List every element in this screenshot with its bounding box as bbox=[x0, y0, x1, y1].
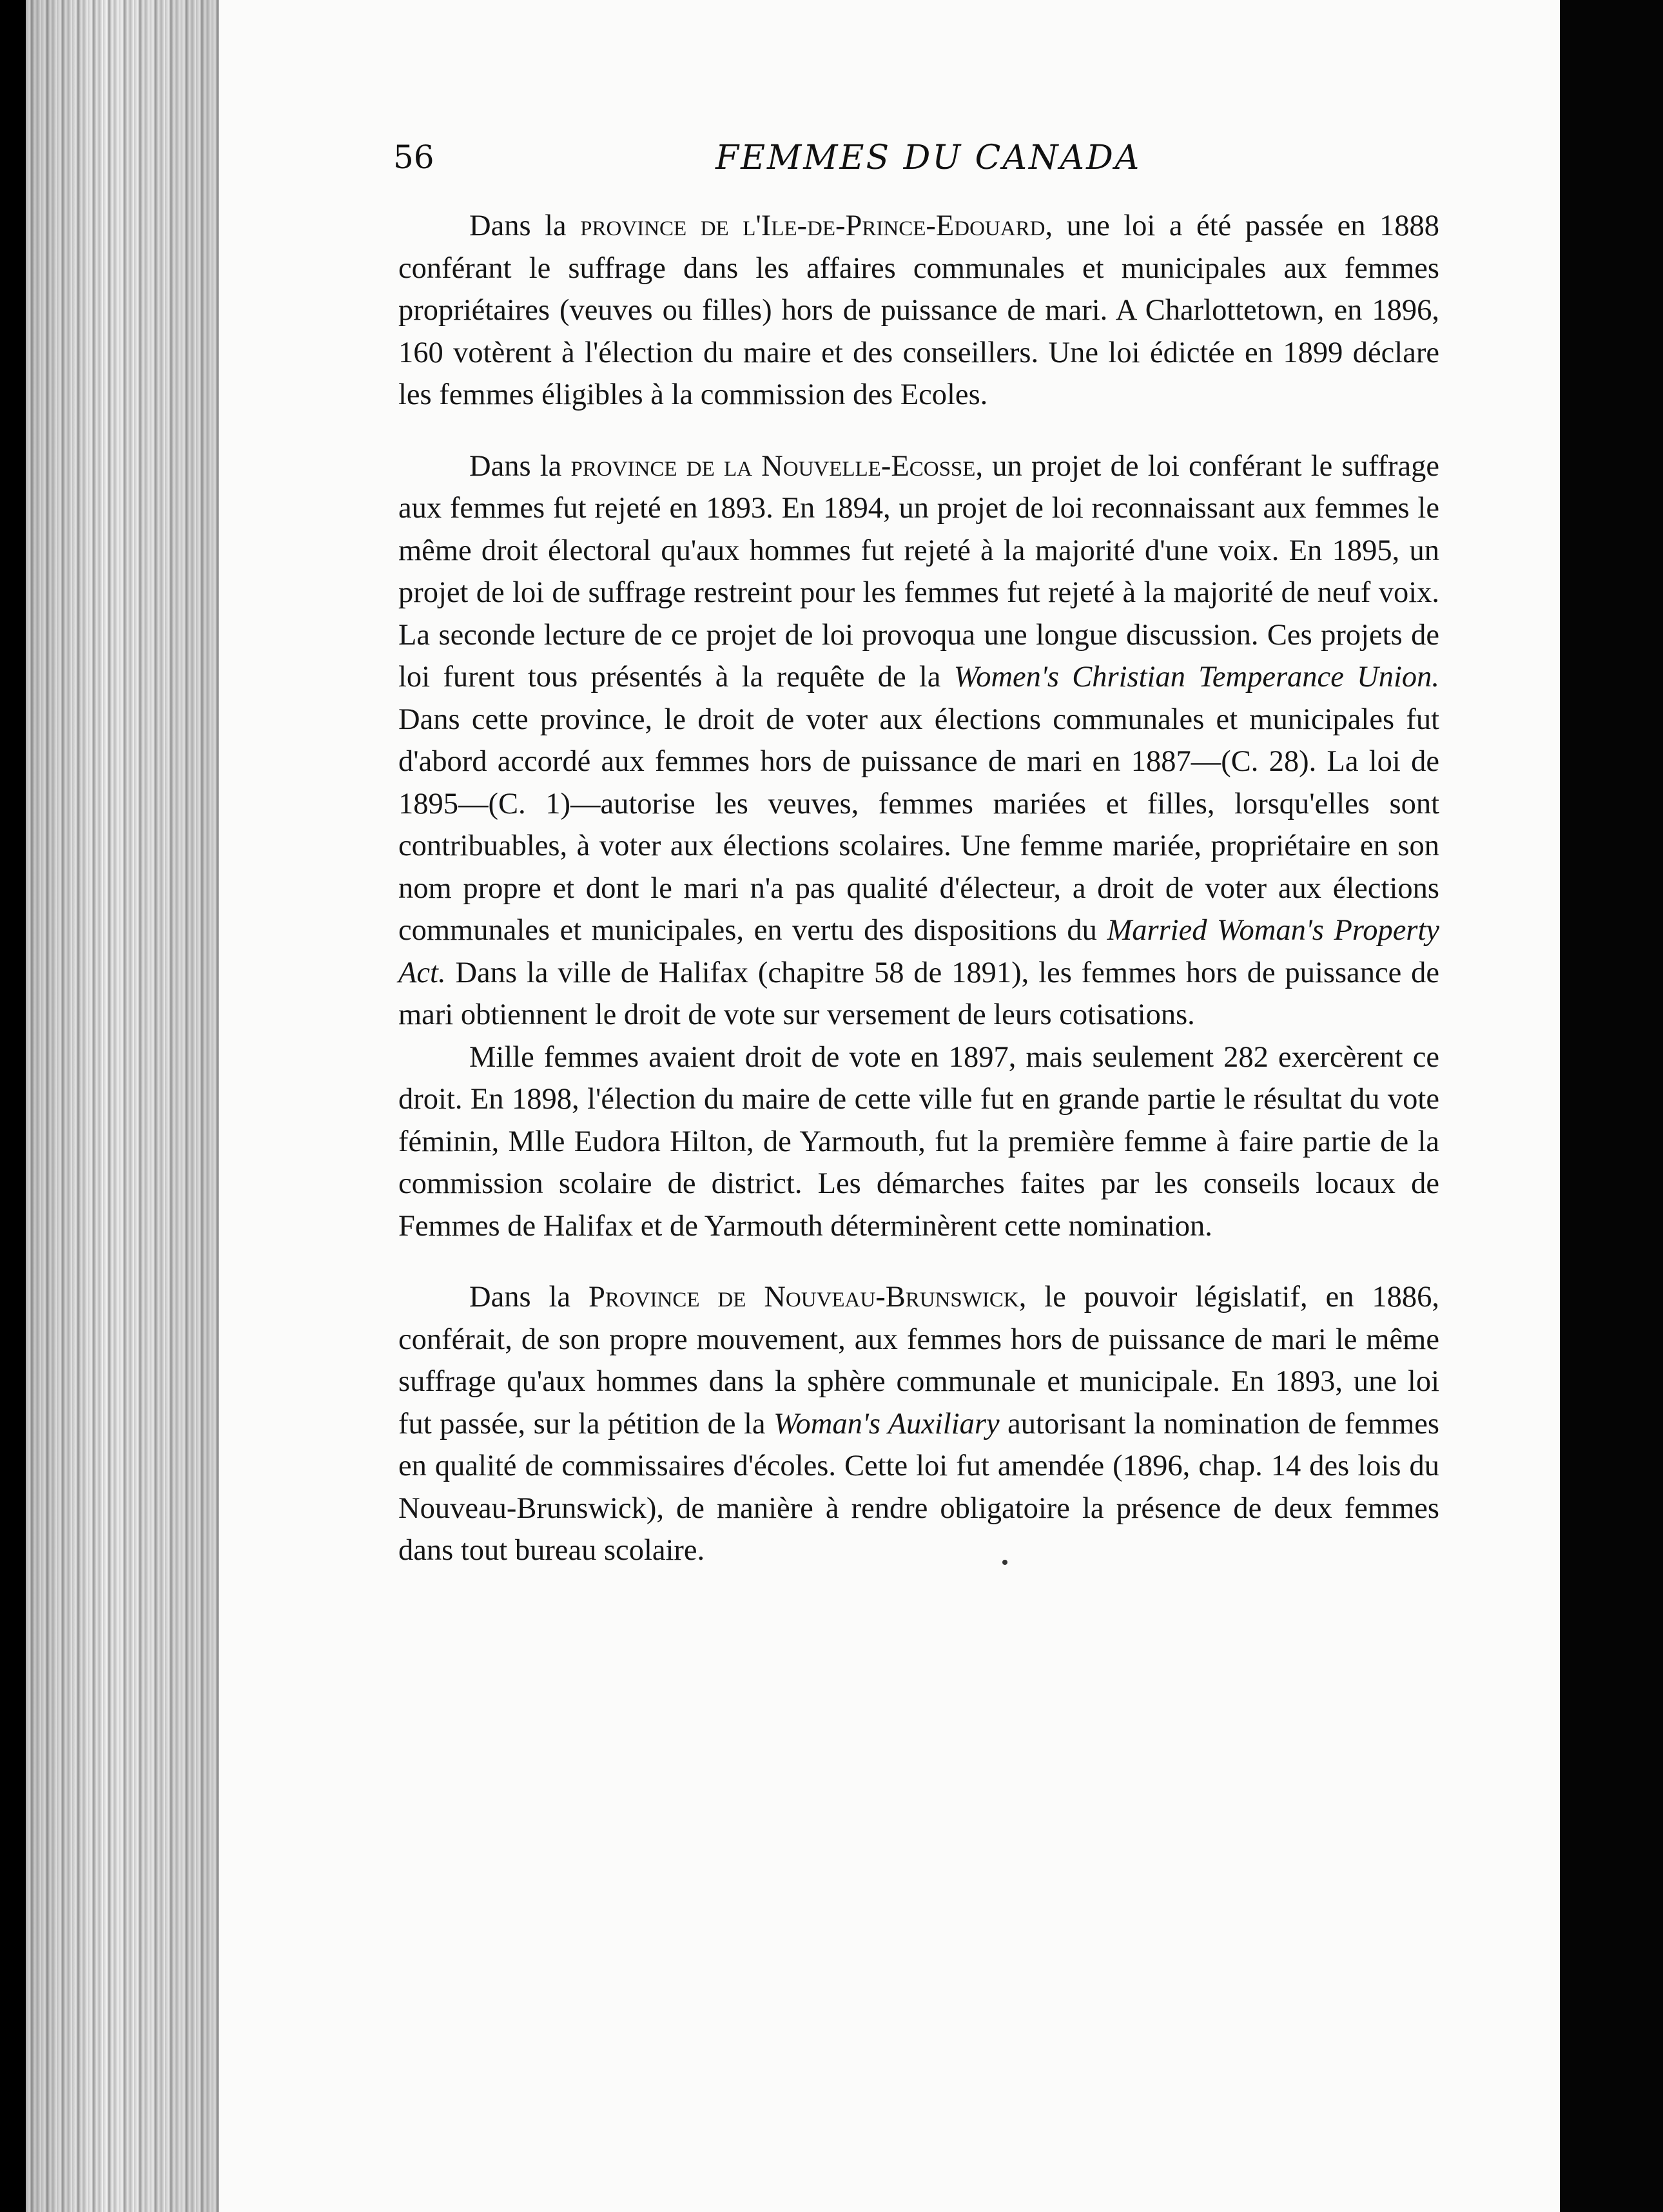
paragraph-text: Mille femmes avaient droit de vote en 1897, mais seulement 282 exercèrent ce droit. En 1898, l'élection du maire de cette ville fut en grande partie le résultat du vote féminin, Mlle Eudora Hilton, de Yarmouth, fut la première femme à faire partie de la commission scolaire de district. Les démarches faites par les conseils locaux de Femmes de Halifax et de Yarmouth déterminèrent cette nomination. bbox=[398, 1040, 1439, 1243]
paragraph-text: autorisant la nomination de femmes en qualité de commissaires d'écoles. Cette loi fut amendée (1896, chap. 14 des lois du Nouveau-Brunswick), de manière à rendre obligatoire la présence de deux femmes dans tout bureau scolaire. bbox=[398, 1407, 1439, 1567]
italic-title: Women's Christian Temperance Union. bbox=[953, 661, 1439, 694]
paragraph-text: Dans la bbox=[469, 1281, 588, 1314]
province-name: province de l'Ile-de-Prince-Edouard bbox=[580, 209, 1045, 242]
paragraph-text: , le pouvoir législatif, en 1886, conférait, de son propre mouvement, aux femmes hors de puissance de mari le même suffrage qu'aux hommes dans la sphère communale et municipale. En 1893, une loi fut passée, sur la pétition de la bbox=[398, 1281, 1440, 1441]
book-page bbox=[219, 0, 1560, 2212]
paragraph-text: Dans cette province, le droit de voter aux élections communales et municipales fut d'abord accordé aux femmes hors de puissance de mari en 1887—(C. 28). La loi de 1895—(C. 1)—autorise les veuves, femmes mariées et filles, lorsqu'elles sont contribuables, à voter aux élections scolaires. Une femme mariée, propriétaire en son nom propre et dont le mari n'a pas qualité d'électeur, a droit de voter aux élections communales et municipales, en vertu des dispositions du bbox=[398, 703, 1439, 947]
paragraph-text: Dans la bbox=[469, 209, 581, 242]
paragraph-halifax-yarmouth bbox=[398, 1036, 1439, 1248]
paragraph-text: , une loi a été passée en 1888 conférant le suffrage dans les affaires communales et municipales aux femmes propriétaires (veuves ou filles) hors de puissance de mari. A Charlottetown, en 1896, 160 votèrent à l'élection du maire et des conseillers. Une loi édictée en 1899 déclare les femmes éligibles à la commission des Ecoles. bbox=[398, 209, 1440, 411]
page-number: 56 bbox=[393, 139, 434, 176]
paragraph-nouveau-brunswick bbox=[398, 1276, 1439, 1572]
book-page-edges bbox=[26, 0, 232, 2212]
paragraph-ile-du-prince-edouard bbox=[398, 205, 1439, 416]
running-head: FEMMES DU CANADA bbox=[715, 139, 1142, 177]
italic-title: Woman's Auxiliary bbox=[773, 1407, 1000, 1441]
paragraph-text: Dans la bbox=[469, 449, 571, 483]
province-name: province de la Nouvelle-Ecosse bbox=[570, 449, 976, 483]
paragraph-nouvelle-ecosse bbox=[398, 445, 1439, 1036]
body-text bbox=[398, 205, 1439, 1572]
italic-title: Married Woman's Property Act. bbox=[398, 914, 1440, 989]
province-name: Province de Nouveau-Brunswick bbox=[588, 1281, 1019, 1314]
paragraph-text: , un projet de loi conférant le suffrage aux femmes fut rejeté en 1893. En 1894, un projet de loi reconnaissant aux femmes le même droit électoral qu'aux hommes fut rejeté à la majorité d'une voix. En 1895, un projet de loi de suffrage restreint pour les femmes fut rejeté à la majorité de neuf voix. La seconde lecture de ce projet de loi provoqua une longue discussion. Ces projets de loi furent tous présentés à la requête de la bbox=[398, 449, 1440, 694]
page-header bbox=[393, 139, 1399, 190]
paragraph-text: Dans la ville de Halifax (chapitre 58 de 1891), les femmes hors de puissance de mari obtiennent le droit de vote sur versement de leurs cotisations. bbox=[398, 956, 1439, 1031]
scan-border-right bbox=[1560, 0, 1663, 2212]
ink-speck bbox=[1002, 1560, 1007, 1565]
